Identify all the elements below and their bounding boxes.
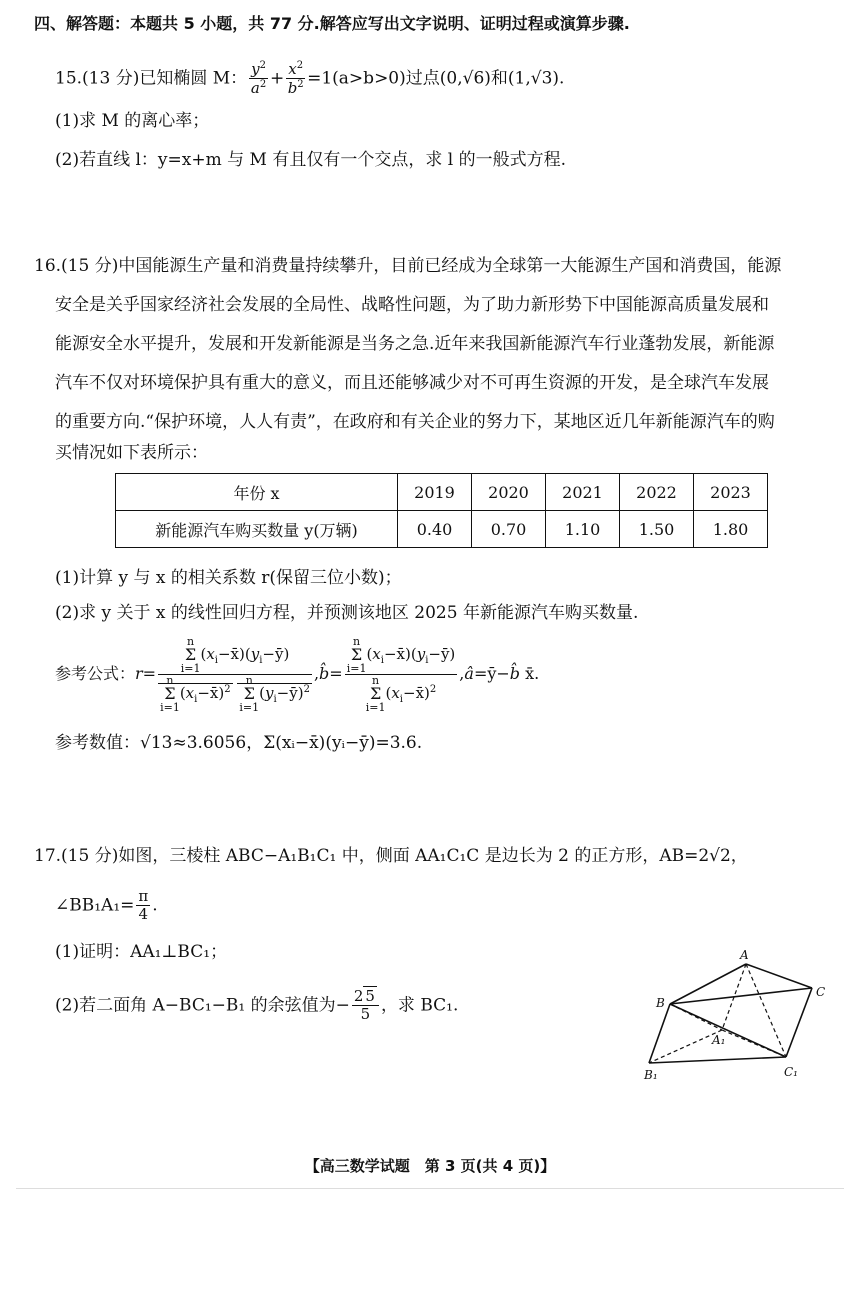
section-header: 四、解答题：本题共 5 小题，共 77 分.解答应写出文字说明、证明过程或演算步骤. (34, 14, 630, 33)
q17-part1: (1)证明：AA₁⊥BC₁； (55, 942, 228, 962)
table-cell: 2022 (620, 474, 694, 511)
q17-line-2: ∠BB₁A₁= $\frac{\pi}{4}$ . (55, 887, 158, 924)
table-cell: 2021 (546, 474, 620, 511)
vertex-label-a: A (740, 948, 749, 962)
q15-part2: (2)若直线 l：y=x+m 与 M 有且仅有一个交点，求 l 的一般式方程. (55, 150, 566, 170)
vertex-label-c1: C₁ (784, 1065, 798, 1079)
formula-label: 参考公式： (55, 664, 136, 683)
q17-part2-prefix: (2)若二面角 A−BC₁−B₁ 的余弦值为− (55, 995, 350, 1016)
q16-para-line-3: 能源安全水平提升，发展和开发新能源是当务之急.近年来我国新能源汽车行业蓬勃发展，新能源 (55, 334, 775, 354)
vertex-label-c: C (816, 985, 826, 999)
two-root5-over-5: $\frac{2 5}{5}$ (352, 988, 379, 1024)
q16-para-line-6: 买情况如下表所示： (55, 443, 208, 463)
q16-part1: (1)计算 y 与 x 的相关系数 r(保留三位小数)； (55, 568, 402, 588)
x2-over-b2: $\frac{x^2}{b^2}$ (287, 60, 304, 98)
table-cell: 2023 (694, 474, 768, 511)
table-cell: 2020 (472, 474, 546, 511)
q16-reference-formulas: 参考公式：r= n Σ $i=1(x_i-x̄)(y_i-ȳ)$ n Σ $i=1(x_i-x̄)^2$ n Σ $i=1(y_i-ȳ)^2$ ,b̂= n Σ $i=1(x_i-x̄)(y_i-ȳ)$ n Σ $i=1(x_i-x̄)^2$ ,â=ȳ−b̂ x̄. (55, 635, 540, 714)
correlation-formula: n Σ $i=1(x_i-x̄)(y_i-ȳ)$ n Σ $i=1(x_i-x̄)^2$ n Σ $i=1(y_i-ȳ)^2$ (160, 635, 310, 714)
table-cell: 0.40 (398, 511, 472, 548)
q15-part1: (1)求 M 的离心率； (55, 111, 210, 131)
y2-over-a2: $\frac{y^2}{a^2}$ (250, 60, 267, 98)
q17-part2 (55, 988, 458, 1024)
q15-stem-prefix: 15.(13 分)已知椭圆 M： (55, 68, 248, 89)
vertex-label-b: B (656, 996, 665, 1010)
q16-data-table (115, 473, 768, 548)
q17-angle-label: ∠BB₁A₁= (55, 895, 135, 916)
q16-para-line-4: 汽车不仅对环境保护具有重大的意义，而且还能够减少对不可再生资源的开发，是全球汽车发展 (55, 373, 769, 393)
table-cell: 1.10 (546, 511, 620, 548)
q16-reference-values: 参考数值：√13≈3.6056，Σ(xᵢ−x̄)(yᵢ−ȳ)=3.6. (55, 733, 423, 753)
vertex-label-b1: B₁ (644, 1068, 658, 1082)
table-cell: 1.50 (620, 511, 694, 548)
table-row-label-count: 新能源汽车购买数量 y(万辆) (116, 511, 398, 548)
page-footer: 【高三数学试题 第 3 页(共 4 页)】 (304, 1157, 556, 1175)
q15-stem: 15.(13 分)已知椭圆 M： $\frac{y^2}{a^2}$ + $\frac{x^2}{b^2}$ =1(a>b>0)过点(0,√6)和(1,√3). (55, 60, 565, 98)
table-row (116, 511, 768, 548)
footer-divider (16, 1188, 844, 1189)
table-row-label-year: 年份 x (116, 474, 398, 511)
q16-part2: (2)求 y 关于 x 的线性回归方程，并预测该地区 2025 年新能源汽车购买数量. (55, 603, 639, 623)
vertex-label-a1: A₁ (712, 1033, 726, 1047)
table-cell: 1.80 (694, 511, 768, 548)
q16-para-line-5: 的重要方向.“保护环境，人人有责”，在政府和有关企业的努力下，某地区近几年新能源汽车的购 (55, 412, 775, 432)
table-cell: 0.70 (472, 511, 546, 548)
q16-para-line-2: 安全是关乎国家经济社会发展的全局性、战略性问题，为了助力新形势下中国能源高质量发展和 (55, 295, 769, 315)
q15-stem-suffix: =1(a>b>0)过点(0,√6)和(1,√3). (307, 68, 565, 89)
pi-over-4: $\frac{\pi}{4}$ (138, 887, 149, 924)
slope-formula: n Σ $i=1(x_i-x̄)(y_i-ȳ)$ n Σ $i=1(x_i-x̄)^2$ (346, 635, 456, 714)
prism-figure (636, 946, 836, 1086)
q17-part2-suffix: ，求 BC₁. (380, 995, 459, 1016)
q17-line-1: 17.(15 分)如图，三棱柱 ABC−A₁B₁C₁ 中，侧面 AA₁C₁C 是边长为 2 的正方形，AB=2√2， (34, 846, 748, 866)
table-row (116, 474, 768, 511)
q16-para-line-1: 16.(15 分)中国能源生产量和消费量持续攀升，目前已经成为全球第一大能源生产国和消费国，能源 (34, 256, 782, 276)
table-cell: 2019 (398, 474, 472, 511)
